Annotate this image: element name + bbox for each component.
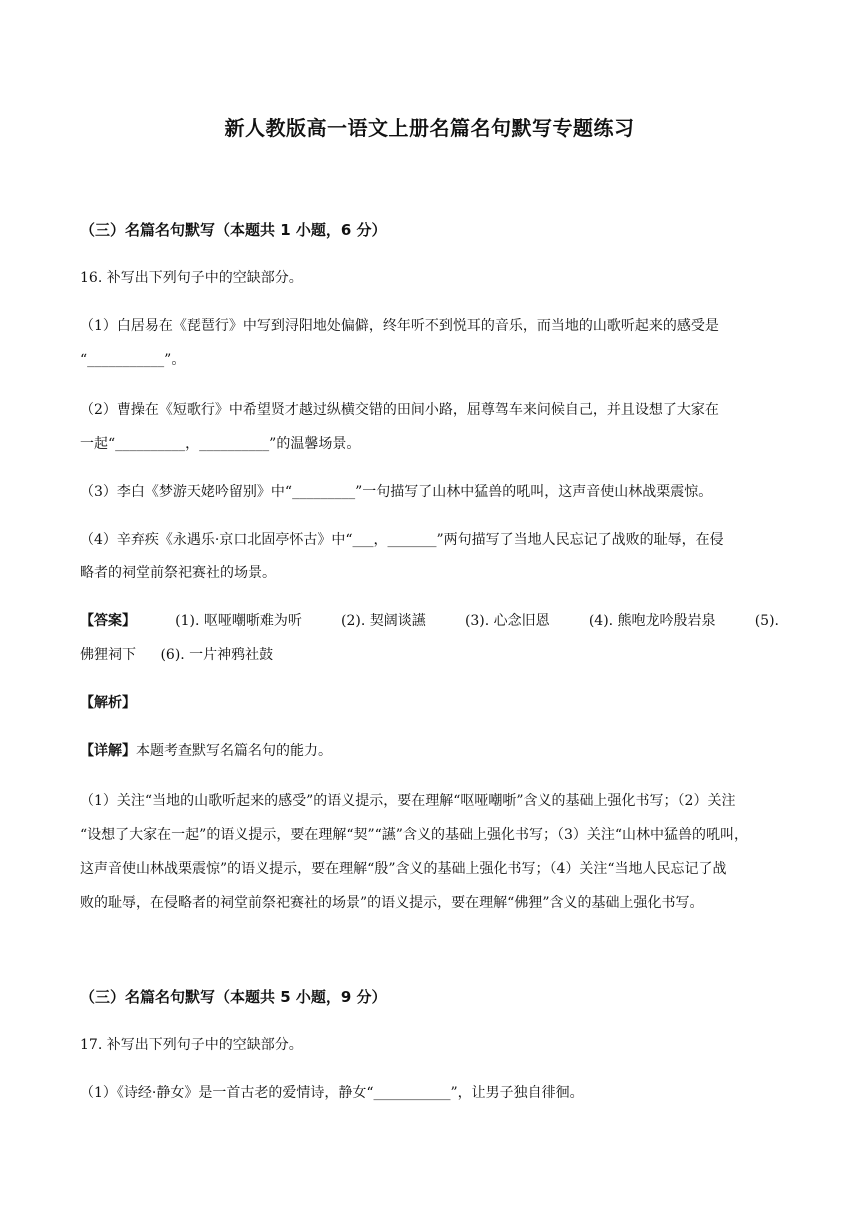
answer-item: (4). 熊咆龙吟殷岩泉 — [588, 613, 716, 629]
analysis-label: 【解析】 — [80, 695, 136, 711]
answer-row — [80, 611, 779, 631]
document-title: 新人教版高一语文上册名篇名句默写专题练习 — [224, 116, 635, 140]
answer-item: (3). 心念旧恩 — [464, 613, 550, 629]
answer-label: 【答案】 — [80, 613, 136, 629]
q16-item2-line2: 一起“__________，__________”的温馨场景。 — [80, 436, 361, 452]
q16-item3-line1: （3）李白《梦游天姥吟留别》中“_________”一句描写了山林中猛兽的吼叫，这声音使山林战栗震惊。 — [80, 484, 713, 500]
q16-item2-line1: （2）曹操在《短歌行》中希望贤才越过纵横交错的田间小路，屈尊驾车来问候自己，并且设想了大家在 — [80, 402, 719, 418]
question-16-prompt: 16. 补写出下列句子中的空缺部分。 — [80, 270, 303, 286]
explanation-line-3: 这声音使山林战栗震惊”的语义提示，要在理解“殷”含义的基础上强化书写；（4）关注“当地人民忘记了战 — [80, 861, 727, 877]
explanation-line-1: （1）关注“当地的山歌听起来的感受”的语义提示，要在理解“呕哑嘲哳”含义的基础上强化书写；（2）关注 — [80, 793, 736, 809]
answer-item: 佛狸祠下 — [80, 647, 136, 663]
explanation-line-2: “设想了大家在一起”的语义提示，要在理解“契”“讌”含义的基础上强化书写；（3）关注“山林中猛兽的吼叫， — [80, 827, 749, 843]
answer-item: (2). 契阔谈讌 — [341, 613, 426, 629]
q17-item1-line1: （1）《诗经·静女》是一首古老的爱情诗，静女“___________”，让男子独自徘徊。 — [80, 1085, 584, 1101]
detail-label: 【详解】 — [80, 743, 136, 759]
q16-item1-line2: “___________”。 — [80, 352, 186, 368]
answer-item: (6). 一片神鸦社鼓 — [160, 647, 274, 663]
detail-line — [80, 741, 779, 761]
q16-item1-line1: （1）白居易在《琵琶行》中写到浔阳地处偏僻，终年听不到悦耳的音乐，而当地的山歌听起来的感受是 — [80, 318, 719, 334]
section-heading-2: （三）名篇名句默写（本题共 5 小题，9 分） — [80, 988, 387, 1006]
answer-item: (5). — [754, 613, 779, 629]
q16-item4-line1: （4）辛弃疾《永遇乐·京口北固亭怀古》中“___，_______”两句描写了当地人民忘记了战败的耻辱，在侵 — [80, 532, 724, 548]
section-heading-1: （三）名篇名句默写（本题共 1 小题，6 分） — [80, 221, 387, 239]
answer-item: (1). 呕哑嘲哳难为听 — [175, 613, 302, 629]
q16-item4-line2: 略者的祠堂前祭祀赛社的场景。 — [80, 565, 276, 581]
answer-row-continued — [80, 645, 779, 665]
question-17-prompt: 17. 补写出下列句子中的空缺部分。 — [80, 1037, 303, 1053]
explanation-line-4: 败的耻辱，在侵略者的祠堂前祭祀赛社的场景”的语义提示，要在理解“佛狸”含义的基础上强化书写。 — [80, 895, 704, 911]
detail-text: 本题考查默写名篇名句的能力。 — [136, 743, 332, 759]
